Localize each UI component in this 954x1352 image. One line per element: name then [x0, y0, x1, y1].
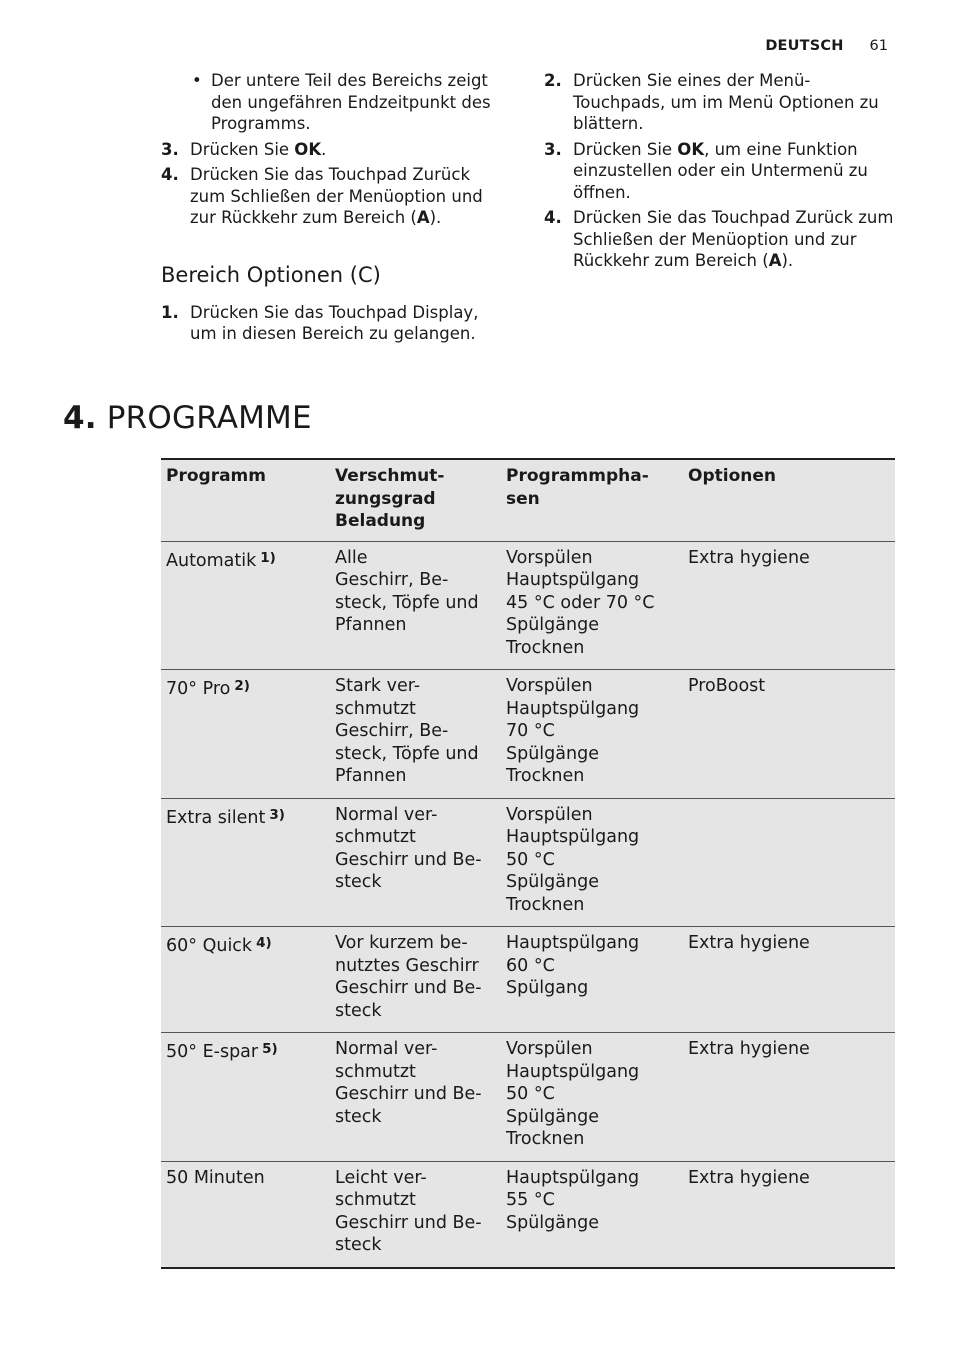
cell-program — [161, 1161, 330, 1268]
step-text — [190, 164, 506, 229]
step-number: 4. — [544, 208, 562, 227]
phase-line: Hauptspülgang — [506, 1167, 640, 1188]
cell-program — [161, 798, 330, 927]
bullet-dot-icon: • — [192, 71, 202, 90]
bullet-text: Der untere Teil des Bereichs zeigt den ungefähren Endzeitpunkt des Programms. — [211, 71, 491, 133]
cell-phases — [501, 670, 683, 799]
soil-line: Stark ver- — [335, 676, 421, 696]
table-row — [161, 927, 895, 1033]
table-row — [161, 1161, 895, 1268]
phase-line: Hauptspülgang — [506, 698, 640, 719]
cell-soil-level — [330, 927, 501, 1033]
soil-line: steck — [335, 1000, 382, 1021]
phase-line: 50 °C — [506, 1084, 555, 1104]
soil-line: schmutzt — [335, 698, 416, 719]
phase-line: Spülgang — [506, 978, 589, 998]
step-text-pre: Drücken Sie — [573, 139, 678, 159]
table-body — [161, 541, 895, 1268]
table-row — [161, 670, 895, 799]
soil-line: schmutzt — [335, 827, 416, 847]
phase-line: Vorspülen — [506, 1039, 593, 1059]
cell-phases — [501, 798, 683, 927]
phase-line: 55 °C — [506, 1190, 555, 1210]
cell-soil-level — [330, 670, 501, 799]
table-row — [161, 541, 895, 670]
table-header-row — [161, 459, 895, 541]
section-subheading: Bereich Optionen (C) — [161, 262, 381, 287]
phase-line: Vorspülen — [506, 676, 593, 696]
program-table — [161, 458, 895, 1269]
cell-phases — [501, 927, 683, 1033]
cell-program — [161, 541, 330, 670]
left-step-3 — [161, 139, 506, 161]
step-text — [573, 207, 894, 272]
phase-line: Spülgänge — [506, 872, 599, 892]
page-header — [765, 38, 888, 54]
step-number: 4. — [161, 165, 179, 184]
header-soil-line: Verschmut- — [335, 466, 445, 486]
step-text-bold: A — [416, 208, 430, 227]
soil-line: Geschirr und Be- — [335, 849, 482, 870]
phase-line: Spülgänge — [506, 615, 599, 635]
step-number: 2. — [544, 71, 562, 90]
phase-line: Trocknen — [506, 766, 585, 786]
header-phases-line: Programmpha- — [506, 466, 649, 486]
left-step-4 — [161, 164, 506, 229]
header-soil-line: zungsgrad — [335, 488, 436, 509]
table-row — [161, 1033, 895, 1162]
soil-line: steck — [335, 1106, 382, 1127]
step-text-post: , um eine Funktion einzustellen oder ein Untermenü zu öffnen. — [573, 139, 868, 202]
cell-options: Extra hygiene — [688, 547, 810, 568]
table-row — [161, 798, 895, 927]
step-text-post: ). — [429, 208, 442, 227]
chapter-number: 4. — [63, 400, 97, 436]
cell-options: Extra hygiene — [688, 933, 810, 953]
soil-line: schmutzt — [335, 1190, 416, 1210]
cell-options: Extra hygiene — [688, 1039, 810, 1059]
program-name: Automatik — [166, 550, 257, 571]
phase-line: Trocknen — [506, 1129, 585, 1149]
step-text: Drücken Sie eines der Menü-Touchpads, um im Menü Optionen zu blättern. — [573, 71, 879, 133]
header-phases-line: sen — [506, 488, 540, 509]
step-text-post: ). — [781, 251, 794, 270]
cell-program — [161, 670, 330, 799]
step-text-bold: OK — [677, 139, 705, 159]
right-step-4 — [544, 207, 894, 272]
soil-line: Geschirr und Be- — [335, 1212, 482, 1233]
soil-line: steck, Töpfe und — [335, 743, 479, 764]
phase-line: Spülgänge — [506, 743, 599, 764]
chapter-heading — [63, 398, 312, 438]
chapter-title: PROGRAMME — [106, 400, 312, 436]
phase-line: 70 °C — [506, 721, 555, 741]
phase-line: 45 °C oder 70 °C — [506, 592, 655, 613]
step-text — [573, 139, 894, 204]
soil-line: Normal ver- — [335, 804, 438, 825]
program-name: Extra silent — [166, 807, 266, 828]
cell-program — [161, 1033, 330, 1162]
program-name: 60° Quick — [166, 936, 253, 956]
soil-line: Geschirr und Be- — [335, 978, 482, 998]
footnote-marker: 4) — [256, 935, 272, 951]
phase-line: Hauptspülgang — [506, 570, 640, 590]
soil-line: schmutzt — [335, 1061, 416, 1082]
phase-line: Trocknen — [506, 894, 585, 915]
step-text — [190, 139, 506, 161]
cell-phases — [501, 1033, 683, 1162]
step-text-bold: A — [768, 251, 782, 270]
cell-options: ProBoost — [688, 676, 766, 696]
soil-line: Pfannen — [335, 615, 407, 635]
step-text-post: . — [321, 139, 327, 159]
phase-line: 50 °C — [506, 849, 555, 870]
right-step-3 — [544, 139, 894, 204]
header-phases — [501, 459, 683, 541]
cell-phases — [501, 1161, 683, 1268]
footnote-marker: 3) — [269, 806, 285, 823]
phase-line: Trocknen — [506, 637, 585, 658]
step-text-bold: OK — [294, 139, 322, 159]
left-column — [161, 70, 506, 349]
header-soil-line: Beladung — [335, 511, 426, 531]
soil-line: Pfannen — [335, 766, 407, 786]
cell-options: Extra hygiene — [688, 1167, 810, 1188]
bullet-item — [190, 70, 506, 135]
phase-line: Hauptspülgang — [506, 827, 640, 847]
soil-line: steck — [335, 1235, 382, 1255]
soil-line: steck — [335, 872, 382, 892]
program-name: 50 Minuten — [166, 1167, 265, 1188]
header-soil-level — [330, 459, 501, 541]
program-name: 50° E-spar — [166, 1042, 259, 1062]
step-text-pre: Drücken Sie — [190, 139, 295, 159]
soil-line: Vor kurzem be- — [335, 933, 468, 953]
cell-options — [683, 798, 895, 927]
soil-line: Geschirr und Be- — [335, 1084, 482, 1104]
phase-line: Hauptspülgang — [506, 933, 640, 953]
page-number: 61 — [869, 38, 888, 54]
soil-line: Geschirr, Be- — [335, 721, 449, 741]
header-program: Programm — [166, 466, 266, 486]
step-number: 1. — [161, 302, 179, 322]
program-name: 70° Pro — [166, 679, 231, 699]
cell-soil-level — [330, 798, 501, 927]
soil-line: Normal ver- — [335, 1039, 438, 1059]
left-step-1 — [161, 302, 506, 345]
header-language: DEUTSCH — [765, 38, 844, 54]
footnote-marker: 2) — [234, 678, 250, 694]
footnote-marker: 1) — [260, 549, 276, 566]
soil-line: Alle — [335, 547, 368, 568]
cell-phases — [501, 541, 683, 670]
soil-line: steck, Töpfe und — [335, 592, 479, 613]
right-step-2 — [544, 70, 894, 135]
step-number: 3. — [544, 139, 562, 159]
cell-soil-level — [330, 1161, 501, 1268]
cell-soil-level — [330, 541, 501, 670]
phase-line: 60 °C — [506, 955, 555, 976]
phase-line: Vorspülen — [506, 547, 593, 568]
cell-program — [161, 927, 330, 1033]
phase-line: Hauptspülgang — [506, 1061, 640, 1082]
header-options: Optionen — [688, 466, 776, 486]
step-text-pre: Drücken Sie das Touchpad Zurück zum Schließen der Menüoption und zur Rückkehr zum Bereich ( — [573, 208, 894, 270]
phase-line: Spülgänge — [506, 1106, 599, 1127]
step-text-pre: Drücken Sie das Touchpad Zurück zum Schließen der Menüoption und zur Rückkehr zum Bereich ( — [190, 165, 483, 227]
phase-line: Vorspülen — [506, 804, 593, 825]
right-column — [544, 70, 894, 276]
soil-line: nutztes Geschirr — [335, 955, 479, 976]
footnote-marker: 5) — [262, 1041, 278, 1057]
phase-line: Spülgänge — [506, 1212, 599, 1233]
cell-soil-level — [330, 1033, 501, 1162]
step-number: 3. — [161, 139, 179, 159]
soil-line: Leicht ver- — [335, 1167, 427, 1188]
soil-line: Geschirr, Be- — [335, 570, 449, 590]
step-text: Drücken Sie das Touchpad Display, um in diesen Bereich zu gelangen. — [190, 302, 479, 343]
